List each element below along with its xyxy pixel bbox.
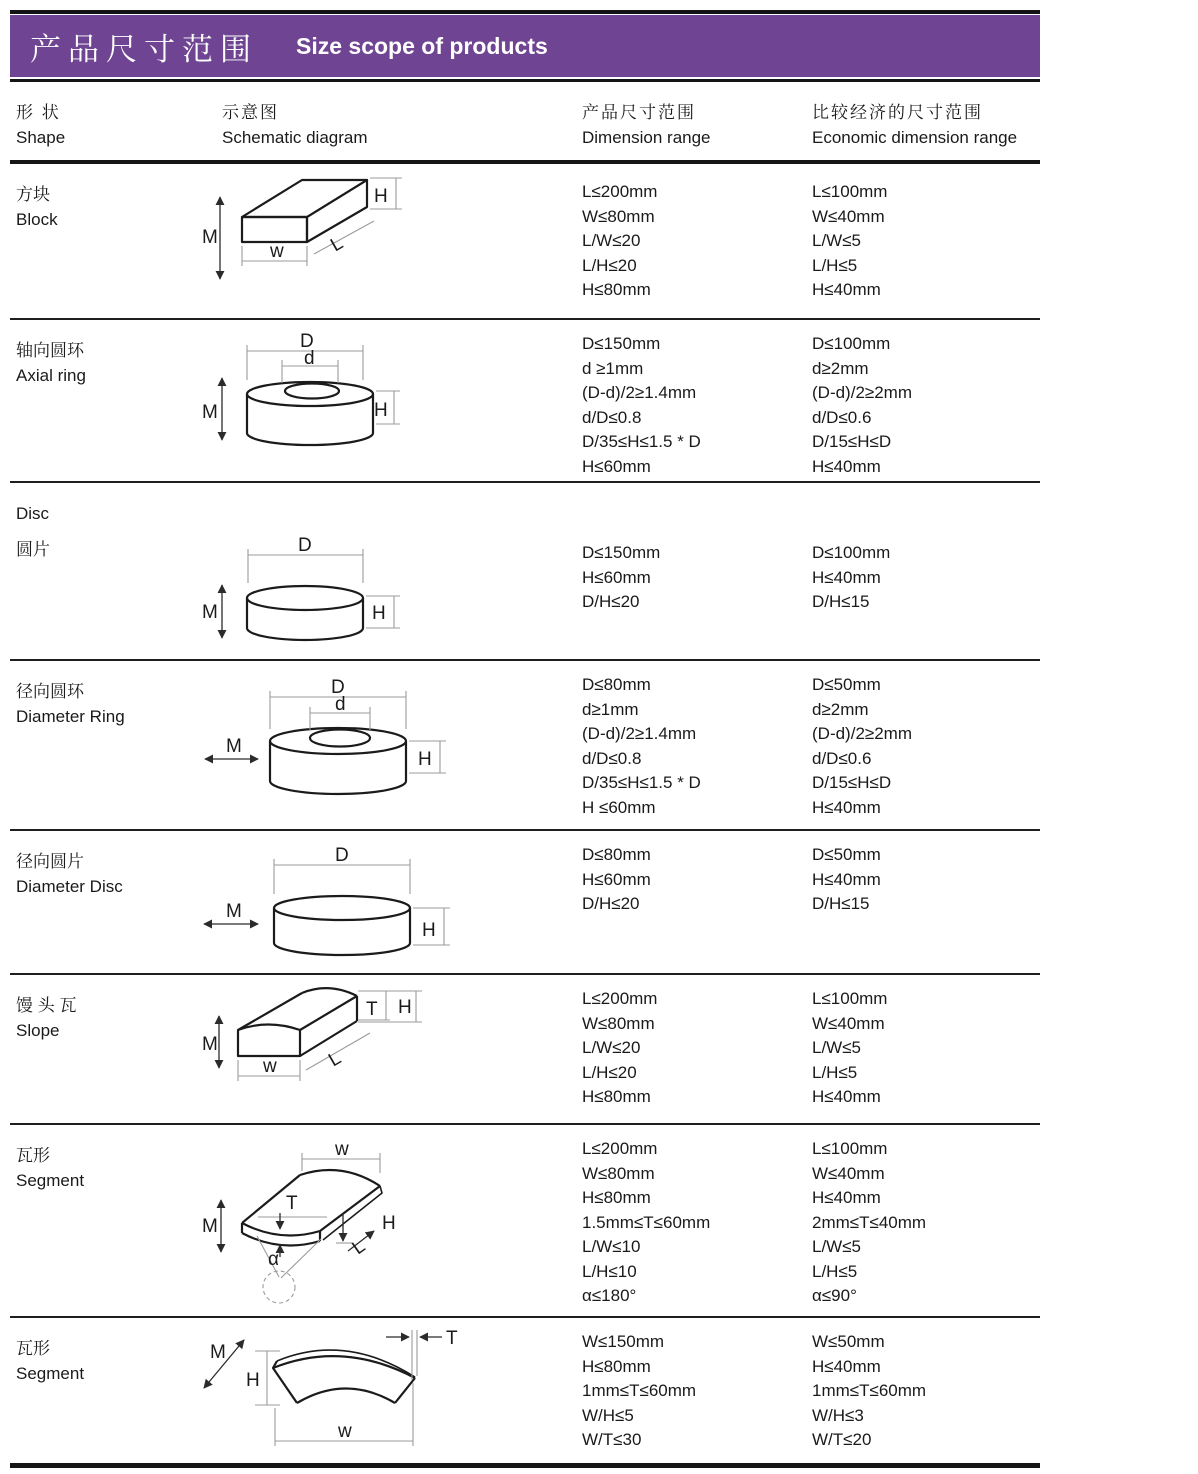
- dim-label-t: T: [446, 1328, 458, 1349]
- dimension-line: H≤80mm: [582, 1188, 651, 1207]
- column-header-cn: 比较经济的尺寸范围: [812, 103, 983, 122]
- shape-name-cn: 馒 头 瓦: [16, 996, 77, 1015]
- shape-name-cn: 轴向圆环: [16, 341, 84, 360]
- diameter-ring-diagram: [202, 661, 582, 827]
- dimension-line: D/H≤15: [812, 894, 870, 913]
- dim-label-m: M: [226, 736, 242, 757]
- dim-label-m: M: [202, 402, 218, 423]
- dimension-line: D/H≤20: [582, 592, 640, 611]
- column-header-dimension-range: [582, 98, 812, 148]
- dimension-range-list: [582, 831, 812, 973]
- shape-name-en: Segment: [16, 1364, 85, 1383]
- dimension-line: W≤80mm: [582, 206, 655, 226]
- dimension-line: D≤100mm: [812, 334, 891, 353]
- dimension-line: H≤40mm: [812, 797, 881, 817]
- dimension-line: L/W≤5: [812, 1038, 862, 1057]
- dimension-line: H≤80mm: [582, 280, 651, 299]
- table-row-disc: [10, 483, 1040, 661]
- dimension-line: W≤40mm: [812, 1163, 885, 1183]
- dimension-range-list: [582, 483, 812, 659]
- column-header-row: [10, 82, 1040, 160]
- column-header-economic-range: [812, 98, 1040, 148]
- dimension-range-list: [582, 320, 812, 481]
- column-header-en: Schematic diagram: [222, 128, 368, 147]
- economic-range-list: [812, 1318, 1040, 1463]
- table-row-diameter-disc: [10, 831, 1040, 975]
- dim-label-m: M: [202, 227, 218, 248]
- table-row-diameter-ring: [10, 661, 1040, 831]
- dimension-line: W≤40mm: [812, 206, 885, 226]
- disc-diagram: [202, 483, 582, 657]
- shape-name: [16, 164, 202, 318]
- shape-name: [16, 831, 202, 973]
- dimension-line: α≤180°: [582, 1286, 637, 1305]
- dimension-line: W≤40mm: [812, 1013, 885, 1033]
- dim-label-l: L: [327, 232, 347, 257]
- dimension-line: L/W≤5: [812, 1237, 862, 1256]
- dimension-line: W≤80mm: [582, 1163, 655, 1183]
- column-header-shape: [16, 98, 202, 148]
- economic-range-list: [812, 661, 1040, 829]
- page-title: 产品尺寸范围: [30, 31, 258, 67]
- table-row-block: [10, 164, 1040, 320]
- economic-range-list: [812, 164, 1040, 318]
- title-banner: [10, 15, 1040, 77]
- dim-label-h: H: [246, 1370, 260, 1391]
- schematic-segment: [202, 1125, 582, 1316]
- dimension-line: D≤150mm: [582, 543, 661, 562]
- dim-label-w: w: [338, 1421, 352, 1442]
- dimension-line: H≤60mm: [582, 456, 651, 476]
- dimension-line: (D-d)/2≥1.4mm: [582, 724, 697, 743]
- dimension-line: L≤200mm: [582, 182, 658, 201]
- shape-name-en: Segment: [16, 1171, 85, 1190]
- economic-range-list: [812, 483, 1040, 659]
- table-row-slope: [10, 975, 1040, 1125]
- shape-name: [16, 1318, 202, 1463]
- dimension-line: L/H≤20: [582, 1062, 637, 1082]
- dimension-line: 2mm≤T≤40mm: [812, 1212, 927, 1232]
- schematic-slope: [202, 975, 582, 1123]
- dimension-line: D/15≤H≤D: [812, 432, 892, 451]
- dim-label-d-outer: D: [335, 845, 349, 866]
- table-row-segment: [10, 1125, 1040, 1318]
- column-header-cn: 形 状: [16, 103, 61, 122]
- column-header-en: Shape: [16, 128, 66, 147]
- dimension-range-list: [582, 164, 812, 318]
- dimension-line: L/H≤10: [582, 1261, 637, 1281]
- dimension-line: (D-d)/2≥1.4mm: [582, 383, 697, 402]
- dimension-line: W/T≤30: [582, 1430, 642, 1449]
- shape-name-cn: 瓦形: [16, 1146, 50, 1165]
- dim-label-w: w: [335, 1139, 349, 1160]
- dimension-line: D/H≤20: [582, 894, 640, 913]
- dim-label-d-inner: d: [335, 694, 346, 715]
- shape-name-cn: 瓦形: [16, 1339, 50, 1358]
- dimension-line: H≤40mm: [812, 567, 881, 587]
- dimension-line: L/H≤5: [812, 255, 858, 275]
- schematic-segment-arc: [202, 1318, 582, 1463]
- dim-label-h: H: [398, 997, 412, 1018]
- dimension-line: H≤40mm: [812, 1356, 881, 1376]
- dimension-line: L/W≤20: [582, 1038, 641, 1057]
- dimension-line: L≤100mm: [812, 182, 888, 201]
- column-header-schematic: [202, 98, 582, 148]
- dim-label-h: H: [374, 186, 388, 207]
- block-diagram: [202, 164, 582, 316]
- schematic-block: [202, 164, 582, 318]
- dimension-line: L/H≤5: [812, 1261, 858, 1281]
- dimension-line: d/D≤0.6: [812, 407, 872, 427]
- dimension-line: D≤80mm: [582, 675, 651, 694]
- dimension-line: d≥1mm: [582, 699, 639, 719]
- dimension-line: 1mm≤T≤60mm: [582, 1381, 697, 1400]
- dim-label-m: M: [202, 602, 218, 623]
- dimension-line: H ≤60mm: [582, 797, 656, 817]
- dimension-line: α≤90°: [812, 1286, 857, 1305]
- dimension-line: L/W≤10: [582, 1237, 641, 1256]
- top-rule: [10, 10, 1040, 14]
- dim-label-d-inner: d: [304, 348, 315, 369]
- shape-name-cn: 径向圆片: [16, 852, 84, 871]
- dim-label-h: H: [418, 749, 432, 770]
- shape-name: [16, 483, 202, 659]
- dimension-line: D≤100mm: [812, 543, 891, 562]
- dimension-line: W/H≤5: [582, 1405, 634, 1425]
- schematic-disc: [202, 483, 582, 659]
- dimension-line: d ≥1mm: [582, 358, 644, 378]
- shape-name-en: Diameter Disc: [16, 877, 123, 896]
- schematic-diameter-disc: [202, 831, 582, 973]
- dimension-line: L≤100mm: [812, 989, 888, 1008]
- page-content: [10, 10, 1040, 1468]
- column-header-en: Economic dimension range: [812, 128, 1018, 147]
- dimension-line: H≤40mm: [812, 1188, 881, 1207]
- dimension-line: L≤100mm: [812, 1139, 888, 1158]
- column-header-cn: 产品尺寸范围: [582, 103, 696, 122]
- diameter-disc-diagram: [202, 831, 582, 971]
- dimension-line: H≤60mm: [582, 567, 651, 587]
- dimension-line: H≤40mm: [812, 869, 881, 889]
- shape-name-cn: 径向圆环: [16, 682, 84, 701]
- dimension-line: L/H≤20: [582, 255, 637, 275]
- slope-diagram: [202, 975, 582, 1121]
- table-row-axial-ring: [10, 320, 1040, 483]
- dim-label-h: H: [374, 400, 388, 421]
- dim-label-l: L: [325, 1047, 345, 1072]
- dimension-line: d≥2mm: [812, 358, 869, 378]
- dimension-range-list: [582, 1125, 812, 1316]
- dimension-line: H≤40mm: [812, 456, 881, 476]
- dimension-line: (D-d)/2≥2mm: [812, 724, 912, 743]
- dim-label-alpha: α: [268, 1249, 279, 1270]
- dimension-line: 1mm≤T≤60mm: [812, 1381, 927, 1400]
- dimension-line: D/35≤H≤1.5 * D: [582, 432, 701, 451]
- dimension-line: L≤200mm: [582, 1139, 658, 1158]
- dimension-line: H≤40mm: [812, 1087, 881, 1106]
- dim-label-m: M: [226, 901, 242, 922]
- shape-name: [16, 661, 202, 829]
- page-title-english: Size scope of products: [296, 32, 548, 59]
- dimension-line: (D-d)/2≥2mm: [812, 383, 912, 402]
- shape-name-en: Diameter Ring: [16, 707, 125, 726]
- dim-label-d-outer: D: [331, 677, 345, 698]
- dimension-line: d/D≤0.8: [582, 748, 642, 768]
- economic-range-list: [812, 831, 1040, 973]
- table-row-segment-arc: [10, 1318, 1040, 1468]
- shape-name-en: Slope: [16, 1021, 60, 1040]
- dimension-line: H≤40mm: [812, 280, 881, 299]
- dimension-line: W≤50mm: [812, 1332, 885, 1351]
- dimension-line: W≤80mm: [582, 1013, 655, 1033]
- dimension-line: D≤80mm: [582, 845, 651, 864]
- shape-name-en: Block: [16, 210, 58, 229]
- dim-label-t: T: [366, 999, 378, 1020]
- economic-range-list: [812, 320, 1040, 481]
- dimension-line: L/W≤5: [812, 231, 862, 250]
- dimension-line: H≤80mm: [582, 1087, 651, 1106]
- dim-label-m: M: [202, 1216, 218, 1237]
- dim-label-h: H: [382, 1213, 396, 1234]
- axial-ring-diagram: [202, 320, 582, 479]
- dimension-line: H≤80mm: [582, 1356, 651, 1376]
- shape-name-en: Disc: [16, 504, 50, 523]
- shape-name: [16, 1125, 202, 1316]
- dimension-line: L/H≤5: [812, 1062, 858, 1082]
- dim-label-h: H: [372, 603, 386, 624]
- dimension-line: D≤150mm: [582, 334, 661, 353]
- dim-label-d-outer: D: [298, 535, 312, 556]
- dimension-range-list: [582, 661, 812, 829]
- dimension-line: d/D≤0.6: [812, 748, 872, 768]
- dimension-line: L/W≤20: [582, 231, 641, 250]
- dim-label-w: w: [263, 1056, 277, 1077]
- dim-label-m: M: [202, 1034, 218, 1055]
- dimension-line: W/H≤3: [812, 1405, 864, 1425]
- column-header-cn: 示意图: [222, 103, 279, 122]
- dimension-line: W/T≤20: [812, 1430, 872, 1449]
- dimension-line: L≤200mm: [582, 989, 658, 1008]
- dimension-range-list: [582, 1318, 812, 1463]
- economic-range-list: [812, 1125, 1040, 1316]
- dimension-line: D/H≤15: [812, 592, 870, 611]
- dimension-line: d≥2mm: [812, 699, 869, 719]
- dimension-line: D≤50mm: [812, 675, 881, 694]
- dimension-line: d/D≤0.8: [582, 407, 642, 427]
- shape-name-en: Axial ring: [16, 366, 86, 385]
- shape-name-cn: 方块: [16, 185, 50, 204]
- segment-arc-diagram: [202, 1318, 582, 1458]
- dim-label-w: w: [270, 241, 284, 262]
- dimension-range-list: [582, 975, 812, 1123]
- dim-label-l: L: [348, 1235, 370, 1260]
- schematic-axial-ring: [202, 320, 582, 481]
- dim-label-m: M: [210, 1342, 226, 1363]
- dim-label-h: H: [422, 920, 436, 941]
- shape-name: [16, 975, 202, 1123]
- dim-label-t: T: [286, 1193, 298, 1214]
- column-header-en: Dimension range: [582, 128, 711, 147]
- shape-name-cn: 圆片: [16, 540, 50, 559]
- dim-label-d-outer: D: [300, 331, 314, 352]
- segment-diagram: [202, 1125, 582, 1314]
- dimension-line: 1.5mm≤T≤60mm: [582, 1212, 711, 1232]
- dimension-line: H≤60mm: [582, 869, 651, 889]
- schematic-diameter-ring: [202, 661, 582, 829]
- dimension-line: D/35≤H≤1.5 * D: [582, 773, 701, 792]
- dimension-line: D≤50mm: [812, 845, 881, 864]
- dimension-line: D/15≤H≤D: [812, 773, 892, 792]
- shape-name: [16, 320, 202, 481]
- dimension-line: W≤150mm: [582, 1332, 665, 1351]
- economic-range-list: [812, 975, 1040, 1123]
